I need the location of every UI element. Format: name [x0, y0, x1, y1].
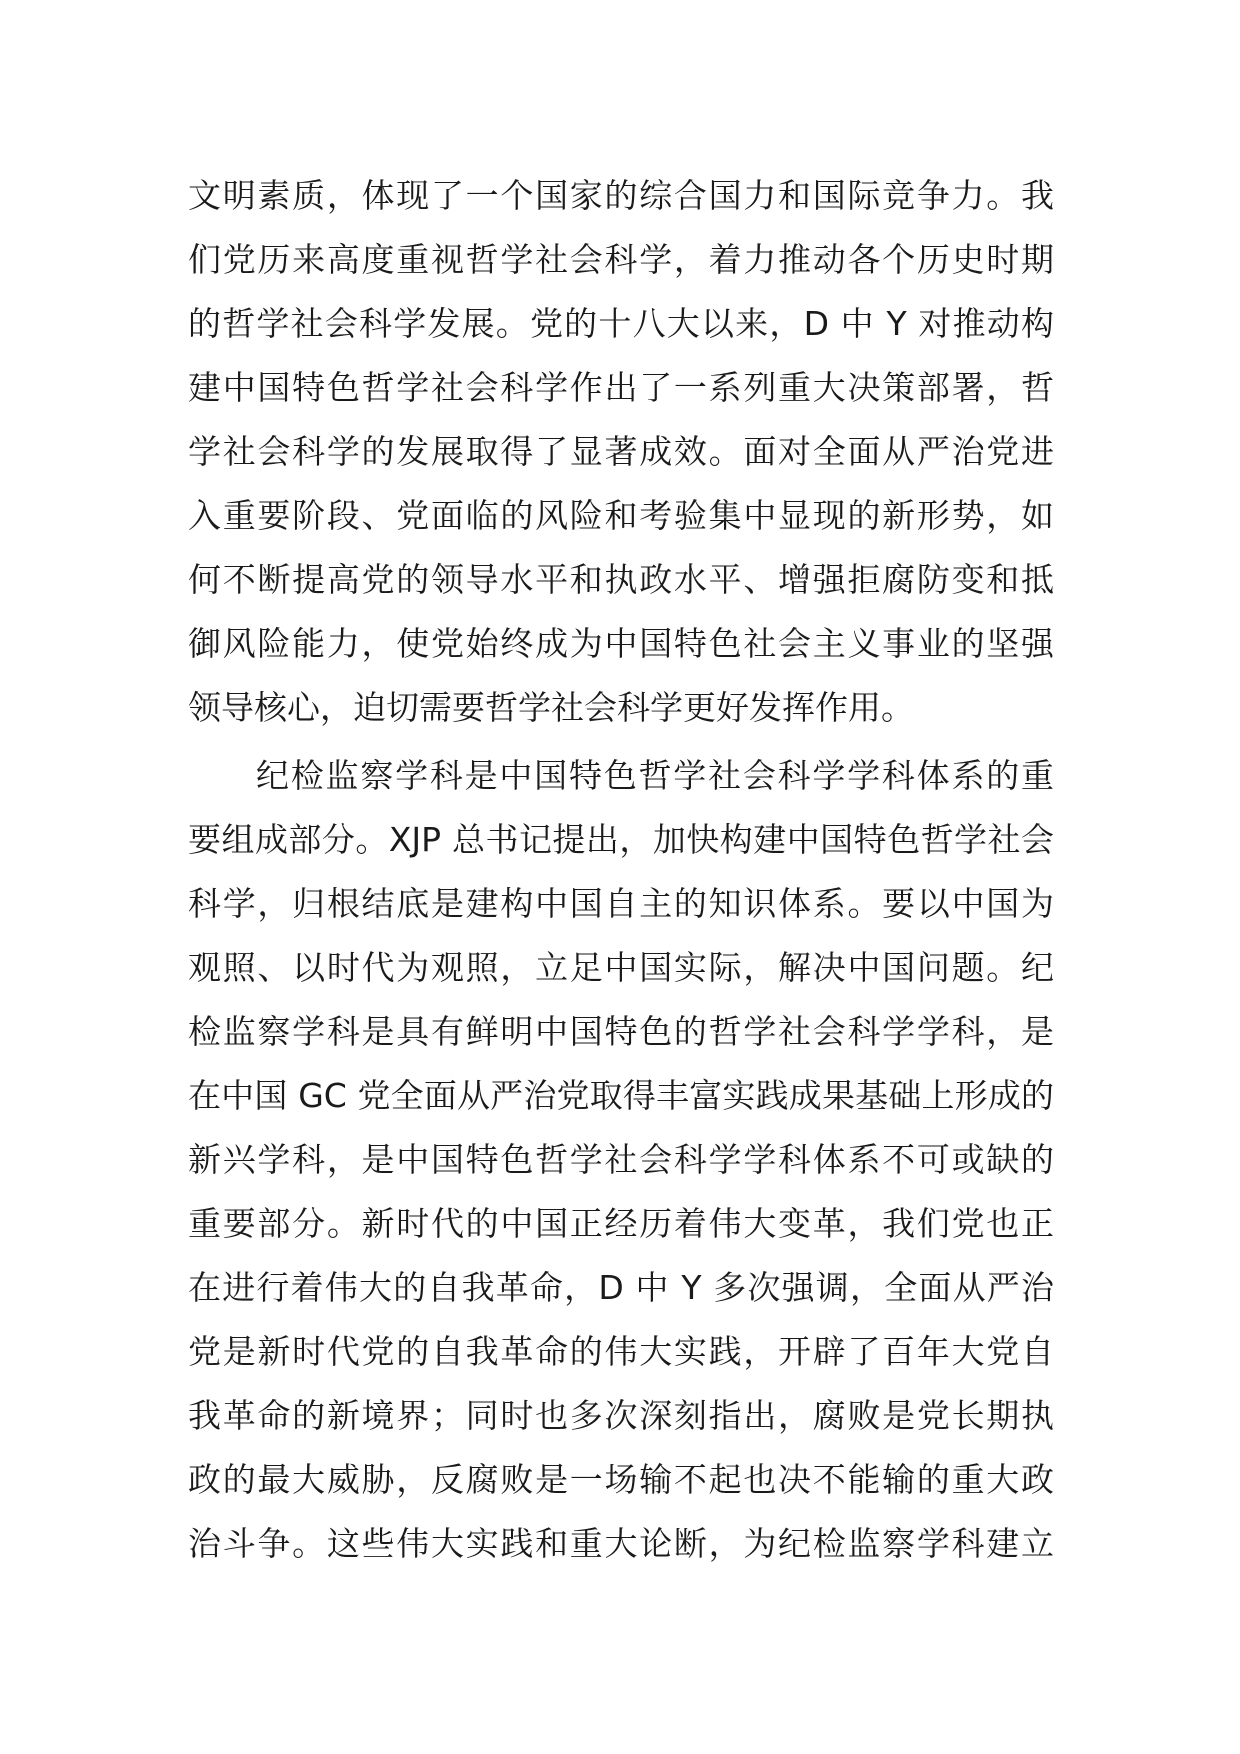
- text-line-3: 的哲学社会科学发展。党的十八大以来，D 中 Y 对推动构: [188, 304, 1054, 343]
- text-line-13: 观照、以时代为观照，立足中国实际，解决中国问题。纪: [188, 948, 1054, 987]
- text-line-21: 政的最大威胁，反腐败是一场输不起也决不能输的重大政: [188, 1460, 1054, 1499]
- paragraph-start-line: 纪检监察学科是中国特色哲学社会科学学科体系的重: [256, 756, 1054, 795]
- text-line-1: 文明素质，体现了一个国家的综合国力和国际竞争力。我: [188, 176, 1054, 215]
- text-line-11: 要组成部分。XJP 总书记提出，加快构建中国特色哲学社会: [188, 820, 1054, 859]
- text-line-20: 我革命的新境界；同时也多次深刻指出，腐败是党长期执: [188, 1396, 1054, 1435]
- text-line-9: 领导核心，迫切需要哲学社会科学更好发挥作用。: [188, 688, 914, 727]
- text-line-7: 何不断提高党的领导水平和执政水平、增强拒腐防变和抵: [188, 560, 1054, 599]
- text-line-16: 新兴学科，是中国特色哲学社会科学学科体系不可或缺的: [188, 1140, 1054, 1179]
- text-line-5: 学社会科学的发展取得了显著成效。面对全面从严治党进: [188, 432, 1054, 471]
- text-line-12: 科学，归根结底是建构中国自主的知识体系。要以中国为: [188, 884, 1054, 923]
- text-line-22: 治斗争。这些伟大实践和重大论断，为纪检监察学科建立: [188, 1524, 1054, 1563]
- text-line-15: 在中国 GC 党全面从严治党取得丰富实践成果基础上形成的: [188, 1076, 1054, 1115]
- text-line-14: 检监察学科是具有鲜明中国特色的哲学社会科学学科，是: [188, 1012, 1054, 1051]
- text-line-6: 入重要阶段、党面临的风险和考验集中显现的新形势，如: [188, 496, 1054, 535]
- text-line-18: 在进行着伟大的自我革命，D 中 Y 多次强调，全面从严治: [188, 1268, 1054, 1307]
- text-line-4: 建中国特色哲学社会科学作出了一系列重大决策部署，哲: [188, 368, 1054, 407]
- text-line-8: 御风险能力，使党始终成为中国特色社会主义事业的坚强: [188, 624, 1054, 663]
- text-line-2: 们党历来高度重视哲学社会科学，着力推动各个历史时期: [188, 240, 1054, 279]
- text-line-17: 重要部分。新时代的中国正经历着伟大变革，我们党也正: [188, 1204, 1054, 1243]
- text-line-19: 党是新时代党的自我革命的伟大实践，开辟了百年大党自: [188, 1332, 1054, 1371]
